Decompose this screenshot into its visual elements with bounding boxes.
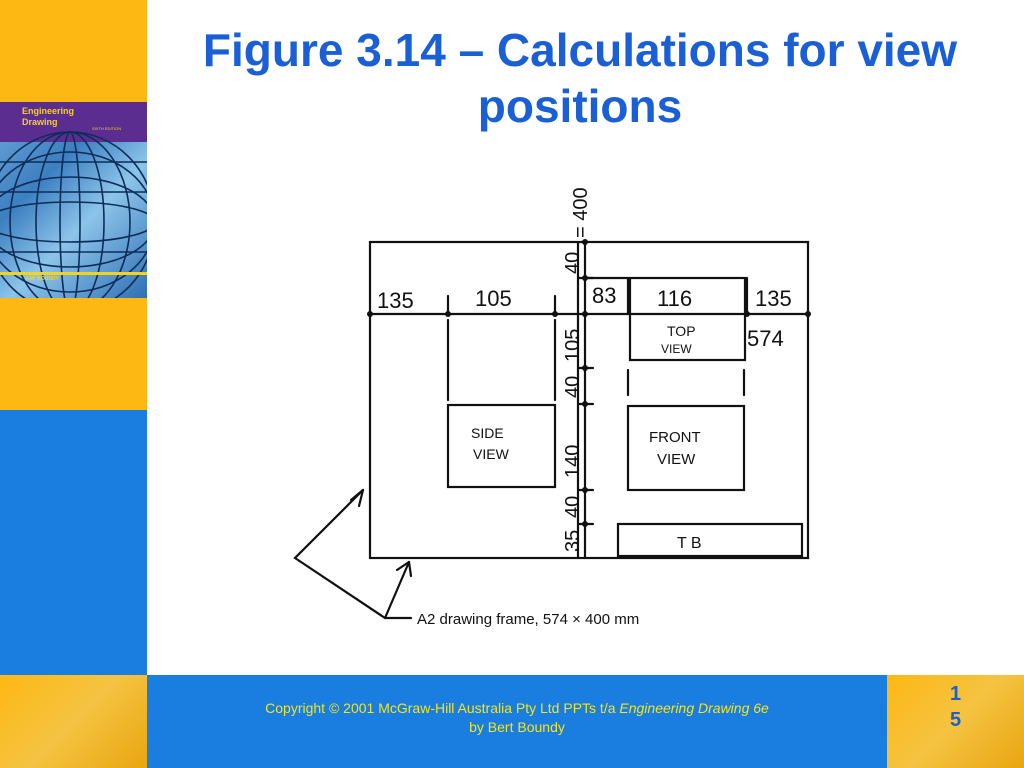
footer-page-block <box>887 675 1024 768</box>
height-label-140: 140 <box>562 444 584 478</box>
width-label-135-right: 135 <box>755 286 792 311</box>
height-label-105: 105 <box>562 328 584 362</box>
book-cover-image <box>0 102 147 298</box>
total-height-label: = 400 <box>570 187 592 238</box>
side-view-label-1: SIDE <box>471 425 504 441</box>
globe-graphic <box>0 102 147 298</box>
book-cover-author: A.W. BOUNDY <box>25 276 59 282</box>
footer <box>0 675 1024 768</box>
left-blue-bar <box>0 410 147 675</box>
title-block-label: T B <box>677 535 702 552</box>
width-label-105: 105 <box>475 286 512 311</box>
slide-title: Figure 3.14 – Calculations for view positions <box>202 24 958 132</box>
top-view-label-1: TOP <box>667 323 696 339</box>
front-view-box <box>628 406 744 490</box>
top-view-label-2: VIEW <box>661 342 692 356</box>
height-label-40-mid: 40 <box>562 375 584 398</box>
diagram-svg <box>285 160 825 640</box>
view-positions-diagram <box>285 160 825 645</box>
height-label-35: 35 <box>562 529 584 552</box>
width-label-83: 83 <box>592 283 617 308</box>
copyright-book-title: Engineering Drawing 6e <box>619 700 769 716</box>
book-cover-edition: SIXTH EDITION <box>92 126 122 131</box>
height-label-40-bottom: 40 <box>562 495 584 518</box>
frame-callout-label: A2 drawing frame, 574 × 400 mm <box>417 611 640 628</box>
width-label-135-left: 135 <box>377 288 414 313</box>
front-view-label-1: FRONT <box>649 429 701 446</box>
book-cover-stripe <box>0 272 147 275</box>
side-view-label-2: VIEW <box>473 446 509 462</box>
width-label-116: 116 <box>657 286 693 311</box>
total-width-label: 574 <box>747 326 784 351</box>
drawing-frame <box>370 242 808 558</box>
copyright-text: Copyright © 2001 McGraw-Hill Australia Pty Ltd PPTs t/a Engineering Drawing 6e by Bert Boundy <box>265 700 769 735</box>
footer-copyright-panel <box>147 675 887 768</box>
copyright-by-line: by Bert Boundy <box>469 719 565 735</box>
footer-left-block <box>0 675 147 768</box>
height-label-40-top: 40 <box>562 251 584 274</box>
title-block-box <box>618 524 802 556</box>
front-view-label-2: VIEW <box>657 451 696 468</box>
page-number: 1 5 <box>949 683 962 731</box>
book-cover-title: Engineering Drawing <box>22 106 75 127</box>
